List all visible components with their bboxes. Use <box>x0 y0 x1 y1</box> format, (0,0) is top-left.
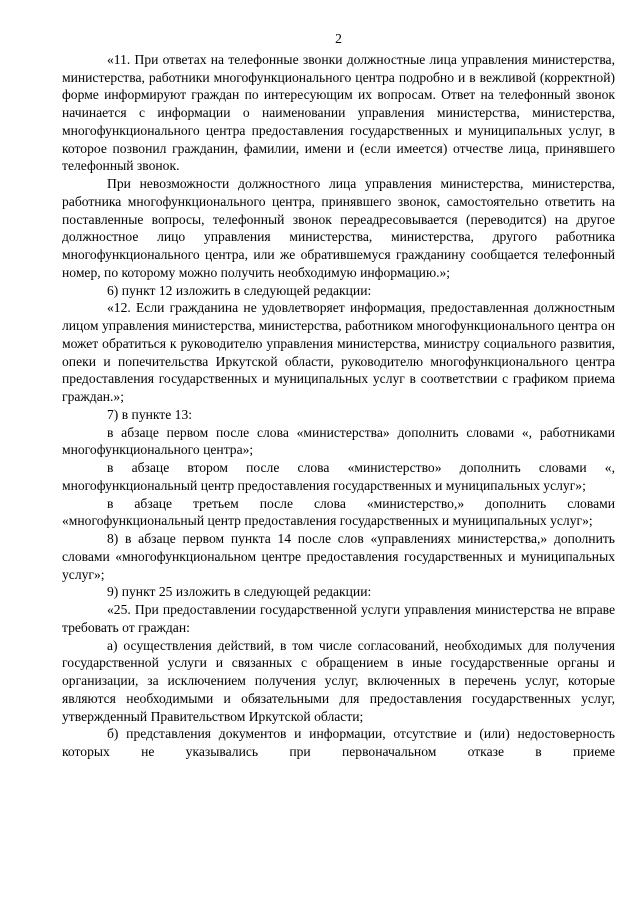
paragraph-amend-7: 7) в пункте 13: <box>107 406 193 422</box>
paragraph-amend-6: 6) пункт 12 изложить в следующей редакции: <box>107 282 372 298</box>
paragraph-amend-7-first: в абзаце первом после слова «министерства» дополнить словами «, работниками многофункционального центра»; <box>62 424 615 458</box>
paragraph-item-25-a: а) осуществления действий, в том числе согласований, необходимых для получения государственной услуги и связанных с обращением в иные государственные органы и организации, за исключением получения услуг, включенных в перечень услуг, которые являются необходимыми и обязательными для предоставления государственных услуг, утвержденный Правительством Иркутской области; <box>62 637 615 724</box>
paragraph-amend-9: 9) пункт 25 изложить в следующей редакции: <box>107 584 372 600</box>
paragraph-item-11: «11. При ответах на телефонные звонки должностные лица управления министерства, министерства, работники многофункционального центра подробно и в вежливой (корректной) форме информируют граждан по интересующим их вопросам. Ответ на телефонный звонок начинается с информации о наименовании управления министерства, министерства, многофункционального центра предоставления государственных и муниципальных услуг, в которое позвонил гражданин, фамилии, имени и (если имеется) отчестве лица, принявшего телефонный звонок. <box>62 51 615 174</box>
paragraph-item-25-b: б) представления документов и информации, отсутствие и (или) недостоверность которых не указывались при первоначальном отказе в приеме <box>62 726 615 759</box>
page-number: 2 <box>335 31 342 46</box>
paragraph-item-11-continued: При невозможности должностного лица управления министерства, министерства, работника многофункционального центра, принявшего звонок, самостоятельно ответить на поставленные вопросы, телефонный звонок переадресовывается (переводится) на другое должностное лицо управления министерства, министерства, другого работника многофункционального центра, или же обратившемуся гражданину сообщается телефонный номер, по которому можно получить необходимую информацию.»; <box>62 176 615 280</box>
paragraph-amend-8: 8) в абзаце первом пункта 14 после слов «управлениях министерства,» дополнить словами «многофункциональном центре предоставления государственных и муниципальных услуг»; <box>62 531 615 582</box>
paragraph-amend-7-third: в абзаце третьем после слова «министерство,» дополнить словами «многофункциональный центр предоставления государственных и муниципальных услуг»; <box>62 495 615 529</box>
paragraph-item-25: «25. При предоставлении государственной услуги управления министерства не вправе требовать от граждан: <box>62 602 615 635</box>
paragraph-amend-7-second: в абзаце втором после слова «министерство» дополнить словами «, многофункциональный центр предоставления государственных и муниципальных услуг»; <box>62 460 615 493</box>
document-page <box>62 30 615 761</box>
paragraph-item-12: «12. Если гражданина не удовлетворяет информация, предоставленная должностным лицом управления министерства, министерства, работником многофункционального центра он может обратиться к руководителю управления министерства, министру социального развития, опеки и попечительства Иркутской области, руководителю многофункционального центра предоставления государственных и муниципальных услуг в соответствии с графиком приема граждан.»; <box>62 300 615 404</box>
